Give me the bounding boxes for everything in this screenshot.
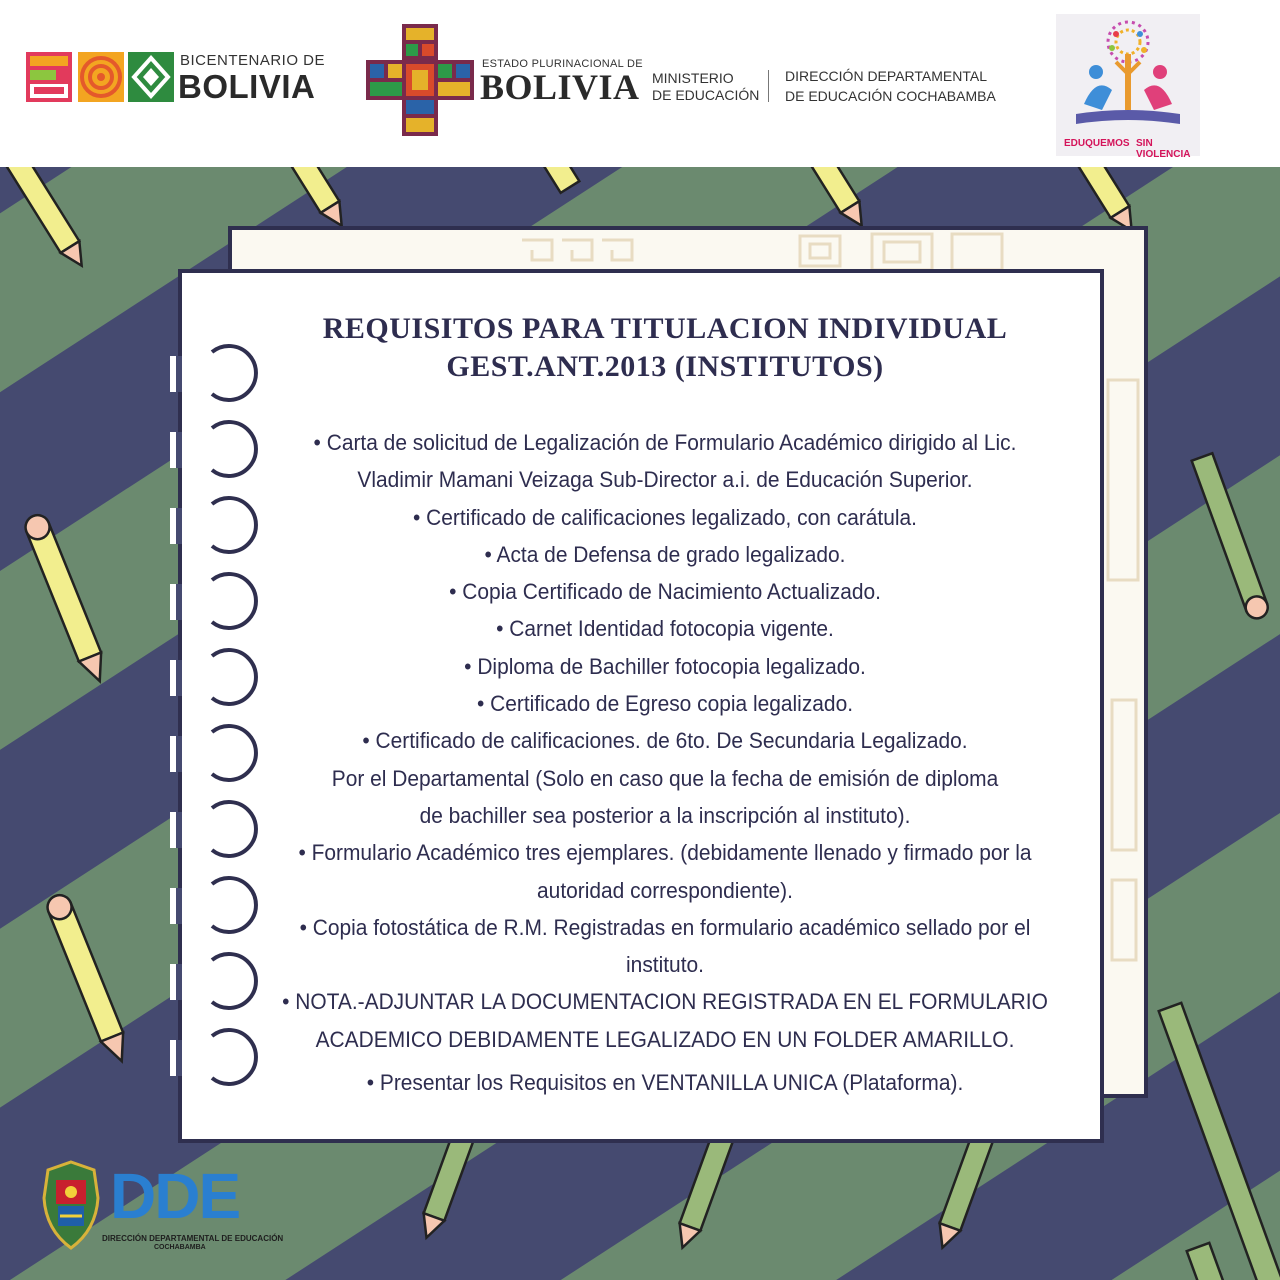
ministerio-line2: DE EDUCACIÓN [652,87,760,103]
dde-caption-line1: DIRECCIÓN DEPARTAMENTAL DE EDUCACIÓN [102,1234,284,1243]
requirement-line: de bachiller sea posterior a la inscripción al instituto). [419,802,911,828]
requirement-line: Vladimir Mamani Veizaga Sub-Director a.i. de Educación Superior. [357,467,973,493]
dde-wordmark: DDE [110,1160,240,1232]
estado-small-text: ESTADO PLURINACIONAL DE [482,58,643,70]
eduquemos-logo [1056,14,1200,160]
direccion-line2: DE EDUCACIÓN COCHABAMBA [785,88,996,104]
header-bar [0,0,1280,167]
requirement-line: • Formulario Académico tres ejemplares. (debidamente llenado y firmado por la [298,840,1032,866]
requirement-line: • Diploma de Bachiller fotocopia legalizado. [464,653,866,679]
title-line-2: GEST.ANT.2013 (INSTITUTOS) [446,350,884,383]
ministerio-line1: MINISTERIO [652,70,734,86]
chakana-emblem-icon [366,24,474,136]
bicentenario-small-text: BICENTENARIO DE [180,52,326,69]
requirements-list [270,424,1061,1101]
eduquemos-left-text: EDUQUEMOS [1064,138,1130,149]
requirement-line: ACADEMICO DEBIDAMENTE LEGALIZADO EN UN FOLDER AMARILLO. [315,1026,1015,1052]
eduquemos-right-text: SIN VIOLENCIA [1136,138,1191,160]
requirement-line: • Certificado de calificaciones. de 6to. De Secundaria Legalizado. [362,728,968,754]
requirement-line: • Acta de Defensa de grado legalizado. [484,541,846,567]
estado-big-text: BOLIVIA [480,67,640,107]
requirement-line: • Presentar los Requisitos en VENTANILLA UNICA (Plataforma). [366,1070,964,1096]
direccion-line1: DIRECCIÓN DEPARTAMENTAL [785,68,987,84]
bicentenario-emblem-icon [26,50,174,104]
requirement-line: instituto. [626,952,704,978]
header-divider [768,70,769,102]
requirement-line: • Certificado de calificaciones legalizado, con carátula. [412,504,918,530]
requirement-line: • Copia fotostática de R.M. Registradas en formulario académico sellado por el [299,914,1031,940]
tree-family-icon [1056,14,1200,134]
requirement-line: • Certificado de Egreso copia legalizado. [476,691,854,717]
requirement-line: Por el Departamental (Solo en caso que la fecha de emisión de diploma [331,765,999,791]
dde-footer-logo [36,1158,286,1258]
requirement-line: • Carta de solicitud de Legalización de Formulario Académico dirigido al Lic. [313,430,1017,455]
coat-of-arms-icon [36,1158,106,1254]
document-title [240,310,1090,386]
requirement-line: • NOTA.-ADJUNTAR LA DOCUMENTACION REGISTRADA EN EL FORMULARIO [282,989,1048,1015]
dde-caption-line2: COCHABAMBA [154,1244,206,1251]
bicentenario-big-text: BOLIVIA [178,68,316,105]
requirement-line: • Carnet Identidad fotocopia vigente. [496,616,834,642]
requirement-line: • Copia Certificado de Nacimiento Actualizado. [449,579,881,605]
title-line-1: REQUISITOS PARA TITULACION INDIVIDUAL [322,312,1008,345]
requirement-line: autoridad correspondiente). [537,877,793,903]
